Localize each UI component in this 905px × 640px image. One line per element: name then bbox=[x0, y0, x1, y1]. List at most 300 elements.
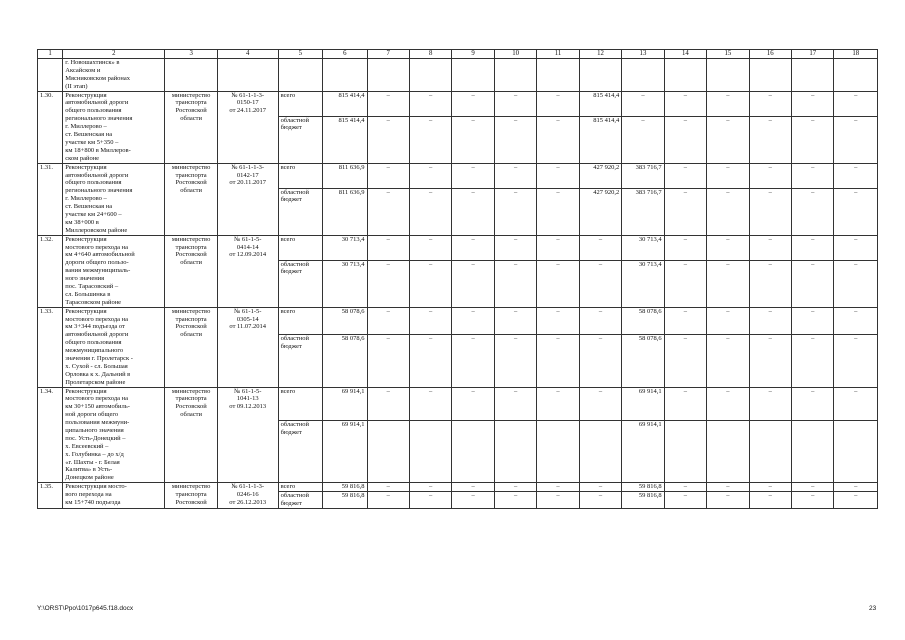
amount-cell: – bbox=[452, 188, 494, 235]
cell-line: ст. Вешенская на bbox=[65, 131, 113, 139]
cell-line: транспорта bbox=[175, 99, 207, 107]
amount-cell: – bbox=[579, 335, 621, 387]
amount-cell: – bbox=[409, 235, 451, 260]
funding-source: областной бюджет bbox=[278, 335, 322, 387]
cell-line: области bbox=[180, 187, 202, 195]
amount-cell: – bbox=[792, 307, 834, 335]
amount-cell: – bbox=[707, 387, 749, 420]
column-number-2: 2 bbox=[63, 50, 165, 59]
amount-cell: – bbox=[622, 116, 664, 163]
cell-line: Аксайском и bbox=[65, 66, 101, 74]
column-number-9: 9 bbox=[452, 50, 494, 59]
amount-cell: 69 914,1 bbox=[622, 387, 664, 420]
cell-line: значения г. Пролетарск - bbox=[65, 354, 133, 362]
amount-cell: – bbox=[409, 116, 451, 163]
funding-source: областной бюджет bbox=[278, 260, 322, 307]
amount-cell: – bbox=[367, 188, 409, 235]
amount-cell: – bbox=[749, 387, 791, 420]
column-number-7: 7 bbox=[367, 50, 409, 59]
amount-cell: – bbox=[452, 235, 494, 260]
amount-cell: 811 636,9 bbox=[323, 188, 367, 235]
cell-line: области bbox=[180, 331, 202, 339]
amount-cell: – bbox=[367, 91, 409, 116]
cell-line: министерство bbox=[171, 307, 211, 315]
cell-line: мостового перехода на bbox=[65, 243, 128, 251]
cell-line: Реконструкция bbox=[65, 91, 107, 99]
table-row bbox=[38, 235, 878, 260]
cell-line: Ростовской bbox=[175, 403, 207, 411]
row-number: 1.30. bbox=[38, 91, 63, 163]
header-row bbox=[38, 50, 878, 59]
amount-cell: – bbox=[749, 307, 791, 335]
amount-cell: – bbox=[537, 483, 579, 492]
cell-line: межмуниципального bbox=[65, 347, 124, 355]
cell-line: транспорта bbox=[175, 491, 207, 499]
cell-line: транспорта bbox=[175, 395, 207, 403]
empty-cell bbox=[622, 59, 664, 92]
cell-line: Ростовской bbox=[175, 107, 207, 115]
amount-cell: 30 713,4 bbox=[323, 235, 367, 260]
amount-cell: – bbox=[579, 235, 621, 260]
amount-cell: – bbox=[452, 387, 494, 420]
empty-cell bbox=[217, 59, 278, 92]
funding-source: всего bbox=[278, 91, 322, 116]
amount-cell: – bbox=[707, 163, 749, 188]
amount-cell: – bbox=[409, 260, 451, 307]
amount-cell: – bbox=[494, 163, 536, 188]
empty-cell bbox=[278, 59, 322, 92]
amount-cell: – bbox=[367, 116, 409, 163]
amount-cell: 69 914,1 bbox=[323, 420, 367, 483]
amount-cell: – bbox=[367, 492, 409, 509]
amount-cell: – bbox=[579, 260, 621, 307]
amount-cell: – bbox=[664, 163, 706, 188]
amount-cell: – bbox=[537, 307, 579, 335]
cell-line: 0414-14 bbox=[236, 243, 259, 251]
cell-line: регионального значения bbox=[65, 115, 133, 123]
customer-org bbox=[165, 163, 218, 235]
empty-cell bbox=[494, 59, 536, 92]
amount-cell: – bbox=[749, 260, 791, 307]
expertise-doc bbox=[217, 163, 278, 235]
cell-line: ной дороги общего bbox=[65, 411, 119, 419]
amount-cell: – bbox=[494, 387, 536, 420]
cell-line: вания межмуниципаль- bbox=[65, 267, 131, 275]
column-number-8: 8 bbox=[409, 50, 451, 59]
amount-cell: – bbox=[664, 483, 706, 492]
cell-line: Тарасовском районе bbox=[65, 298, 122, 306]
cell-line: от 24.11.2017 bbox=[229, 107, 267, 115]
amount-cell: – bbox=[494, 492, 536, 509]
amount-cell: – bbox=[834, 163, 878, 188]
cell-line: участке км 5+350 – bbox=[65, 138, 119, 146]
cell-line: от 09.12.2013 bbox=[229, 403, 267, 411]
amount-cell: – bbox=[494, 91, 536, 116]
amount-cell: – bbox=[664, 335, 706, 387]
amount-cell: – bbox=[452, 483, 494, 492]
cell-line: км 15+740 подъезда bbox=[65, 499, 121, 507]
column-number-3: 3 bbox=[165, 50, 218, 59]
column-number-16: 16 bbox=[749, 50, 791, 59]
cell-line: Мясниковском районах bbox=[65, 74, 131, 82]
cell-line: пос. Тарасовский – bbox=[65, 282, 119, 290]
customer-org bbox=[165, 307, 218, 387]
amount-cell: 58 078,6 bbox=[622, 335, 664, 387]
amount-cell: – bbox=[749, 188, 791, 235]
amount-cell: – bbox=[707, 91, 749, 116]
amount-cell: – bbox=[749, 492, 791, 509]
cell-line: № 61-1-1-3- bbox=[231, 483, 265, 491]
cell-line: министерство bbox=[171, 91, 211, 99]
cell-line: км 30+150 автомобиль- bbox=[65, 403, 130, 411]
object-name bbox=[63, 483, 165, 509]
amount-cell: – bbox=[792, 387, 834, 420]
amount-cell: – bbox=[749, 235, 791, 260]
table-row bbox=[38, 387, 878, 420]
cell-line: х. Сухой - сл. Большая bbox=[65, 362, 128, 370]
empty-cell bbox=[792, 59, 834, 92]
amount-cell: – bbox=[452, 307, 494, 335]
funding-source: всего bbox=[278, 307, 322, 335]
amount-cell: – bbox=[409, 307, 451, 335]
cell-line: дороги общего пользо- bbox=[65, 259, 129, 267]
column-number-15: 15 bbox=[707, 50, 749, 59]
funding-source: всего bbox=[278, 163, 322, 188]
amount-cell bbox=[792, 420, 834, 483]
cell-line: № 61-1-5- bbox=[234, 235, 262, 243]
cell-line: Реконструкция bbox=[65, 387, 107, 395]
amount-cell: – bbox=[409, 188, 451, 235]
amount-cell: – bbox=[537, 387, 579, 420]
amount-cell: – bbox=[792, 188, 834, 235]
amount-cell: 815 414,4 bbox=[323, 91, 367, 116]
amount-cell: 383 716,7 bbox=[622, 163, 664, 188]
amount-cell: – bbox=[367, 483, 409, 492]
investment-table bbox=[37, 49, 878, 509]
row-number: 1.31. bbox=[38, 163, 63, 235]
table-row bbox=[38, 163, 878, 188]
amount-cell: – bbox=[579, 387, 621, 420]
funding-source: областной бюджет bbox=[278, 116, 322, 163]
amount-cell: – bbox=[494, 483, 536, 492]
cell-line: г. Миллерово – bbox=[65, 123, 107, 131]
cell-line: сл. Большинка в bbox=[65, 290, 111, 298]
column-number-1: 1 bbox=[38, 50, 63, 59]
amount-cell: – bbox=[834, 91, 878, 116]
object-name bbox=[63, 163, 165, 235]
empty-cell bbox=[38, 59, 63, 92]
expertise-doc bbox=[217, 483, 278, 509]
object-name bbox=[63, 387, 165, 483]
amount-cell: – bbox=[749, 91, 791, 116]
empty-cell bbox=[165, 59, 218, 92]
amount-cell: – bbox=[664, 387, 706, 420]
expertise-doc bbox=[217, 307, 278, 387]
expertise-doc bbox=[217, 91, 278, 163]
cell-line: г. Миллерово – bbox=[65, 195, 107, 203]
cell-line: ного значения bbox=[65, 275, 105, 283]
column-number-14: 14 bbox=[664, 50, 706, 59]
amount-cell: – bbox=[834, 387, 878, 420]
amount-cell: – bbox=[792, 335, 834, 387]
customer-org bbox=[165, 235, 218, 307]
table-row bbox=[38, 483, 878, 492]
amount-cell: 58 078,6 bbox=[323, 335, 367, 387]
funding-source: областной бюджет bbox=[278, 188, 322, 235]
cell-line: км 18+800 в Миллеров- bbox=[65, 146, 131, 154]
cell-line: автомобильной дороги bbox=[65, 331, 129, 339]
empty-cell bbox=[537, 59, 579, 92]
customer-org bbox=[165, 387, 218, 483]
amount-cell: – bbox=[367, 260, 409, 307]
amount-cell: 59 816,8 bbox=[323, 492, 367, 509]
amount-cell: – bbox=[537, 492, 579, 509]
column-number-4: 4 bbox=[217, 50, 278, 59]
footer-page-number: 23 bbox=[869, 605, 877, 612]
amount-cell: – bbox=[452, 163, 494, 188]
amount-cell: – bbox=[409, 335, 451, 387]
expertise-doc bbox=[217, 235, 278, 307]
amount-cell bbox=[579, 420, 621, 483]
amount-cell: 69 914,1 bbox=[323, 387, 367, 420]
amount-cell bbox=[409, 420, 451, 483]
amount-cell: 811 636,9 bbox=[323, 163, 367, 188]
cell-line: 0142-17 bbox=[236, 171, 259, 179]
amount-cell: – bbox=[409, 387, 451, 420]
amount-cell: – bbox=[707, 235, 749, 260]
amount-cell: – bbox=[494, 260, 536, 307]
amount-cell: – bbox=[664, 188, 706, 235]
cell-line: от 20.11.2017 bbox=[229, 179, 267, 187]
table-row bbox=[38, 307, 878, 335]
amount-cell: – bbox=[494, 307, 536, 335]
customer-org bbox=[165, 483, 218, 509]
cell-line: вого перехода на bbox=[65, 491, 112, 499]
cell-line: Реконструкция bbox=[65, 163, 107, 171]
amount-cell bbox=[494, 420, 536, 483]
cell-line: № 61-1-5- bbox=[234, 387, 262, 395]
cell-line: Миллеровском районе bbox=[65, 226, 128, 234]
amount-cell: – bbox=[622, 91, 664, 116]
amount-cell: 427 920,2 bbox=[579, 188, 621, 235]
cell-line: Ростовской bbox=[175, 251, 207, 259]
cell-line: транспорта bbox=[175, 315, 207, 323]
amount-cell: – bbox=[664, 91, 706, 116]
column-number-6: 6 bbox=[323, 50, 367, 59]
funding-source: всего bbox=[278, 235, 322, 260]
amount-cell: – bbox=[834, 492, 878, 509]
cell-line: автомобильной дороги bbox=[65, 99, 129, 107]
amount-cell bbox=[834, 420, 878, 483]
amount-cell: – bbox=[664, 260, 706, 307]
amount-cell: – bbox=[537, 91, 579, 116]
amount-cell: 30 713,4 bbox=[622, 235, 664, 260]
amount-cell: – bbox=[707, 188, 749, 235]
object-name bbox=[63, 91, 165, 163]
cell-line: км 3+344 подъезда от bbox=[65, 323, 125, 331]
cell-line: области bbox=[180, 411, 202, 419]
carryover-name bbox=[63, 59, 165, 92]
amount-cell: – bbox=[409, 492, 451, 509]
cell-line: области bbox=[180, 115, 202, 123]
amount-cell: – bbox=[367, 307, 409, 335]
cell-line: министерство bbox=[171, 235, 211, 243]
amount-cell: – bbox=[367, 387, 409, 420]
amount-cell: – bbox=[834, 116, 878, 163]
amount-cell: 59 816,8 bbox=[323, 483, 367, 492]
amount-cell: – bbox=[707, 260, 749, 307]
column-number-12: 12 bbox=[579, 50, 621, 59]
amount-cell: – bbox=[409, 91, 451, 116]
column-number-10: 10 bbox=[494, 50, 536, 59]
amount-cell: 59 816,8 bbox=[622, 483, 664, 492]
cell-line: «г. Шахты - г. Белая bbox=[65, 458, 120, 466]
amount-cell bbox=[707, 420, 749, 483]
amount-cell bbox=[452, 420, 494, 483]
cell-line: общего пользования bbox=[65, 179, 122, 187]
empty-cell bbox=[707, 59, 749, 92]
cell-line: министерство bbox=[171, 483, 211, 491]
amount-cell: – bbox=[749, 163, 791, 188]
amount-cell: – bbox=[749, 116, 791, 163]
empty-cell bbox=[579, 59, 621, 92]
document-sheet bbox=[37, 49, 878, 590]
amount-cell: – bbox=[834, 260, 878, 307]
column-number-17: 17 bbox=[792, 50, 834, 59]
cell-line: х. Евсеевский – bbox=[65, 442, 109, 450]
amount-cell: 58 078,6 bbox=[622, 307, 664, 335]
row-number: 1.33. bbox=[38, 307, 63, 387]
amount-cell: – bbox=[367, 163, 409, 188]
amount-cell: 69 914,1 bbox=[622, 420, 664, 483]
cell-line: мостового перехода на bbox=[65, 315, 128, 323]
cell-line: транспорта bbox=[175, 243, 207, 251]
cell-line: № 61-1-1-3- bbox=[231, 163, 265, 171]
cell-line: от 12.09.2014 bbox=[229, 251, 267, 259]
column-number-18: 18 bbox=[834, 50, 878, 59]
funding-source: всего bbox=[278, 387, 322, 420]
amount-cell: – bbox=[452, 91, 494, 116]
cell-line: (II этап) bbox=[65, 82, 88, 90]
amount-cell: 427 920,2 bbox=[579, 163, 621, 188]
empty-cell bbox=[749, 59, 791, 92]
amount-cell: – bbox=[367, 235, 409, 260]
amount-cell bbox=[749, 420, 791, 483]
table-row bbox=[38, 91, 878, 116]
amount-cell: – bbox=[452, 116, 494, 163]
cell-line: мостового перехода на bbox=[65, 395, 128, 403]
amount-cell: 59 816,8 bbox=[622, 492, 664, 509]
amount-cell: – bbox=[834, 483, 878, 492]
cell-line: от 26.12.2013 bbox=[229, 499, 267, 507]
cell-line: Реконструкция bbox=[65, 307, 107, 315]
cell-line: Ростовской bbox=[175, 499, 207, 507]
empty-cell bbox=[409, 59, 451, 92]
cell-line: министерство bbox=[171, 387, 211, 395]
customer-org bbox=[165, 91, 218, 163]
amount-cell: – bbox=[749, 483, 791, 492]
funding-source: областной бюджет bbox=[278, 492, 322, 509]
amount-cell: – bbox=[664, 235, 706, 260]
amount-cell: – bbox=[537, 335, 579, 387]
object-name bbox=[63, 307, 165, 387]
amount-cell: – bbox=[707, 116, 749, 163]
amount-cell: – bbox=[537, 116, 579, 163]
amount-cell: – bbox=[664, 307, 706, 335]
amount-cell: – bbox=[834, 235, 878, 260]
amount-cell: – bbox=[452, 492, 494, 509]
amount-cell: – bbox=[537, 188, 579, 235]
empty-cell bbox=[834, 59, 878, 92]
row-number: 1.35. bbox=[38, 483, 63, 509]
cell-line: № 61-1-1-3- bbox=[231, 91, 265, 99]
cell-line: Ростовской bbox=[175, 323, 207, 331]
cell-line: министерство bbox=[171, 163, 211, 171]
column-number-11: 11 bbox=[537, 50, 579, 59]
amount-cell: 815 414,4 bbox=[579, 116, 621, 163]
amount-cell: – bbox=[537, 235, 579, 260]
amount-cell: – bbox=[792, 492, 834, 509]
cell-line: общего пользования bbox=[65, 107, 122, 115]
row-number: 1.32. bbox=[38, 235, 63, 307]
amount-cell: – bbox=[834, 307, 878, 335]
cell-line: Орловка к х. Дальний в bbox=[65, 370, 131, 378]
amount-cell: 383 716,7 bbox=[622, 188, 664, 235]
amount-cell: – bbox=[792, 91, 834, 116]
cell-line: ском районе bbox=[65, 154, 100, 162]
amount-cell: 58 078,6 bbox=[323, 307, 367, 335]
empty-cell bbox=[664, 59, 706, 92]
amount-cell: – bbox=[792, 116, 834, 163]
amount-cell: – bbox=[707, 483, 749, 492]
amount-cell: – bbox=[707, 492, 749, 509]
column-number-5: 5 bbox=[278, 50, 322, 59]
amount-cell: – bbox=[792, 235, 834, 260]
amount-cell: 30 713,4 bbox=[622, 260, 664, 307]
cell-line: Калитва» в Усть- bbox=[65, 466, 113, 474]
cell-line: ст. Вешенская на bbox=[65, 203, 113, 211]
object-name bbox=[63, 235, 165, 307]
cell-line: г. Новошахтинск» в bbox=[65, 59, 120, 66]
cell-line: № 61-1-5- bbox=[234, 307, 262, 315]
cell-line: участке км 24+600 – bbox=[65, 210, 122, 218]
amount-cell: 815 414,4 bbox=[579, 91, 621, 116]
amount-cell: – bbox=[834, 188, 878, 235]
amount-cell: – bbox=[707, 335, 749, 387]
amount-cell: – bbox=[494, 335, 536, 387]
empty-cell bbox=[323, 59, 367, 92]
cell-line: пользования межмуни- bbox=[65, 419, 130, 427]
empty-cell bbox=[452, 59, 494, 92]
amount-cell: – bbox=[579, 307, 621, 335]
amount-cell: – bbox=[452, 335, 494, 387]
amount-cell: 30 713,4 bbox=[323, 260, 367, 307]
amount-cell: – bbox=[452, 260, 494, 307]
amount-cell: 815 414,4 bbox=[323, 116, 367, 163]
amount-cell: – bbox=[792, 260, 834, 307]
column-number-13: 13 bbox=[622, 50, 664, 59]
cell-line: Реконструкция bbox=[65, 235, 107, 243]
cell-line: транспорта bbox=[175, 171, 207, 179]
amount-cell: – bbox=[664, 116, 706, 163]
amount-cell: – bbox=[579, 483, 621, 492]
amount-cell: – bbox=[834, 335, 878, 387]
amount-cell bbox=[537, 420, 579, 483]
cell-line: 0150-17 bbox=[236, 99, 259, 107]
carryover-row bbox=[38, 59, 878, 92]
cell-line: 1041-13 bbox=[236, 395, 259, 403]
cell-line: Ростовской bbox=[175, 179, 207, 187]
